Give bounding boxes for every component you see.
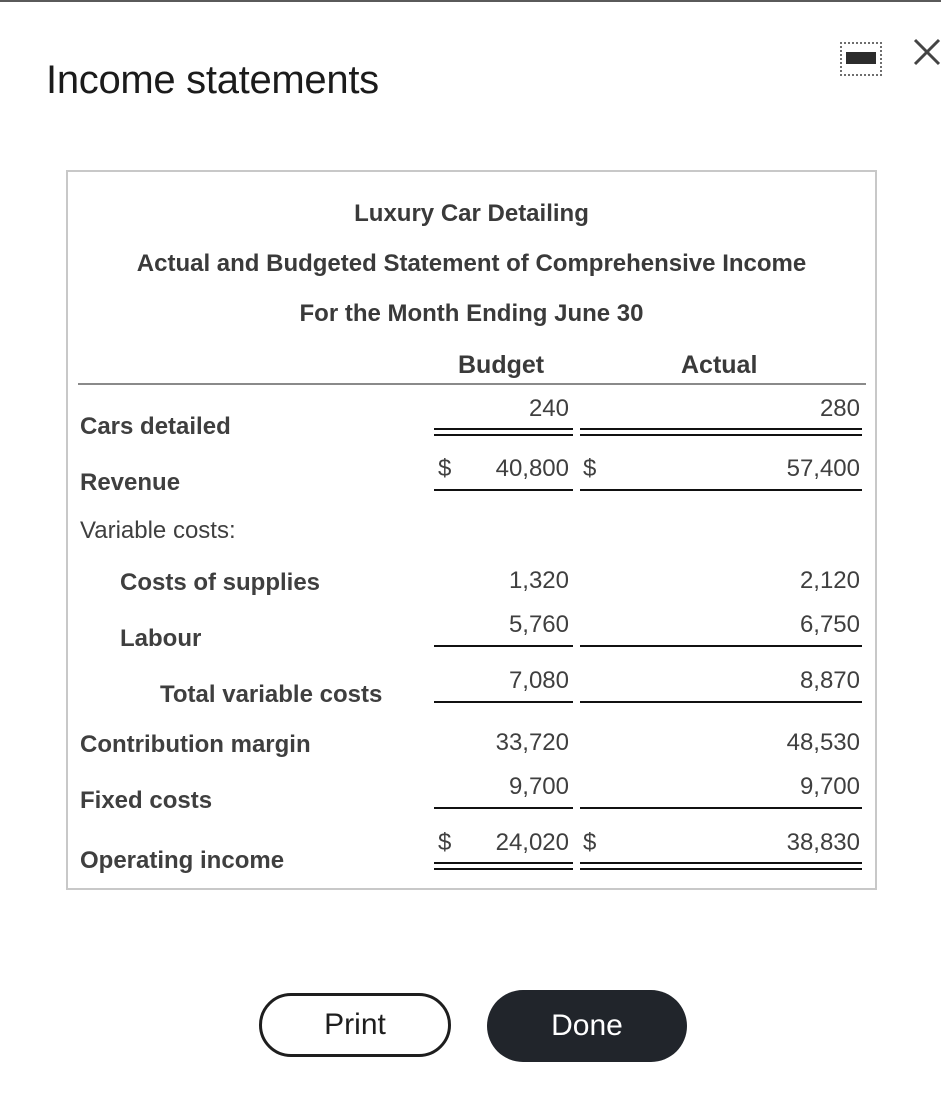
labour-budget: 5,760 (508, 611, 569, 638)
close-x-icon (907, 33, 941, 71)
variable-costs-label: Variable costs: (80, 517, 236, 544)
contribution-margin-label: Contribution margin (80, 731, 311, 758)
done-button[interactable]: Done (487, 990, 687, 1062)
statement-period: For the Month Ending June 30 (299, 300, 644, 327)
underline (434, 807, 573, 809)
fixed-costs-label: Fixed costs (80, 787, 213, 814)
double-underline (434, 868, 573, 870)
close-button[interactable] (907, 33, 941, 71)
double-underline (434, 428, 573, 430)
revenue-budget: 40,800 (495, 455, 569, 482)
currency-symbol: $ (438, 829, 452, 856)
underline (434, 645, 573, 647)
minimize-button[interactable] (840, 42, 882, 76)
print-button[interactable]: Print (259, 993, 451, 1057)
costs-of-supplies-label: Costs of supplies (120, 569, 321, 596)
fixed-costs-budget: 9,700 (508, 773, 569, 800)
underline (580, 645, 862, 647)
header-rule (78, 383, 866, 385)
statement-name: Actual and Budgeted Statement of Comprehensive Income (136, 250, 807, 277)
underline (580, 701, 862, 703)
total-variable-costs-label: Total variable costs (160, 681, 383, 708)
company-name: Luxury Car Detailing (354, 200, 589, 227)
double-underline (580, 434, 862, 436)
total-variable-costs-actual: 8,870 (799, 667, 860, 694)
currency-symbol: $ (583, 829, 597, 856)
dialog-title: Income statements (46, 58, 379, 102)
cars-detailed-label: Cars detailed (80, 413, 231, 440)
double-underline (580, 428, 862, 430)
costs-of-supplies-budget: 1,320 (508, 567, 569, 594)
budget-column-header: Budget (458, 351, 545, 379)
currency-symbol: $ (583, 455, 597, 482)
contribution-margin-budget: 33,720 (495, 729, 569, 756)
double-underline (434, 862, 573, 864)
double-underline (580, 862, 862, 864)
operating-income-label: Operating income (80, 847, 285, 874)
top-divider (0, 0, 941, 2)
operating-income-actual: 38,830 (786, 829, 860, 856)
revenue-label: Revenue (80, 469, 181, 496)
double-underline (580, 868, 862, 870)
double-underline (434, 434, 573, 436)
income-statement-table (66, 170, 877, 890)
cars-detailed-actual: 280 (819, 395, 860, 422)
revenue-actual: 57,400 (786, 455, 860, 482)
labour-actual: 6,750 (799, 611, 860, 638)
total-variable-costs-budget: 7,080 (508, 667, 569, 694)
currency-symbol: $ (438, 455, 452, 482)
underline (580, 489, 862, 491)
cars-detailed-budget: 240 (528, 395, 569, 422)
labour-label: Labour (120, 625, 202, 652)
fixed-costs-actual: 9,700 (799, 773, 860, 800)
underline (434, 701, 573, 703)
operating-income-budget: 24,020 (495, 829, 569, 856)
actual-column-header: Actual (681, 351, 758, 379)
contribution-margin-actual: 48,530 (786, 729, 860, 756)
underline (434, 489, 573, 491)
minimize-icon (846, 52, 876, 64)
costs-of-supplies-actual: 2,120 (799, 567, 860, 594)
underline (580, 807, 862, 809)
